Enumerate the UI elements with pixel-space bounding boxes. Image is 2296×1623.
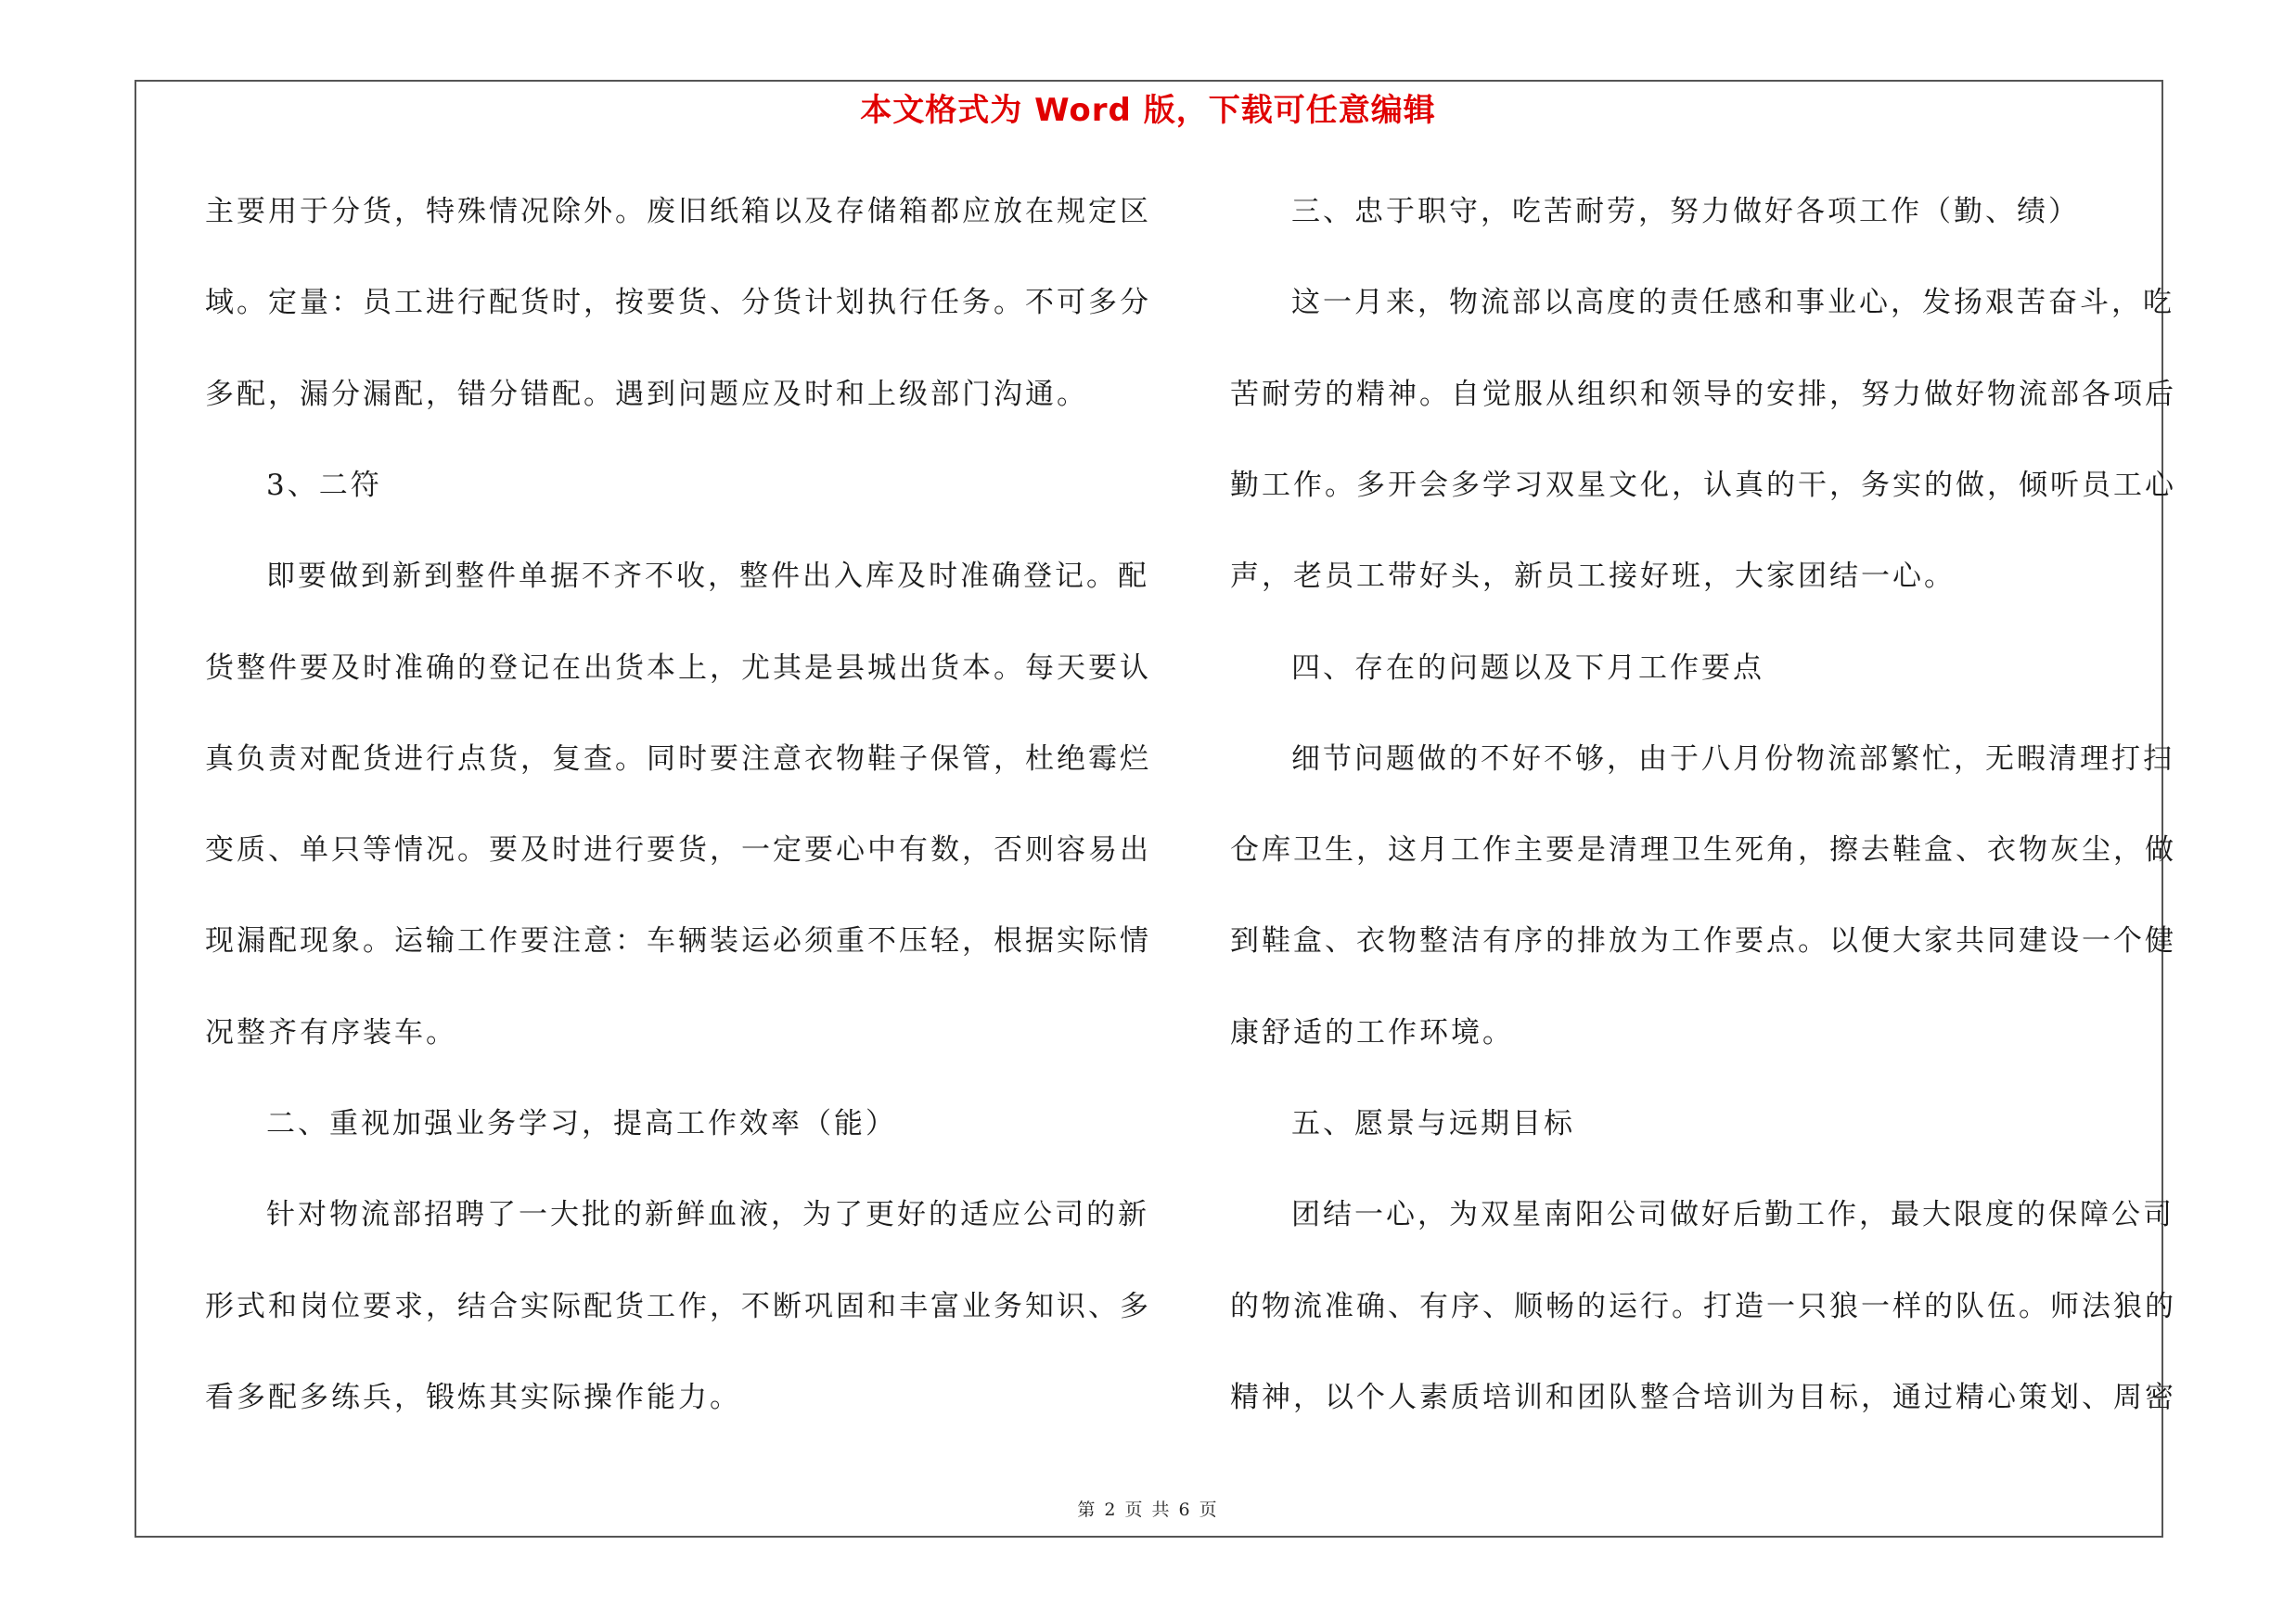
text-line: 二、重视加强业务学习，提高工作效率（能） bbox=[266, 1107, 897, 1140]
text-line: 到鞋盒、衣物整洁有序的排放为工作要点。以便大家共同建设一个健 bbox=[1230, 924, 2176, 959]
text-line: 声，老员工带好头，新员工接好班，大家团结一心。 bbox=[1230, 560, 1956, 594]
text-line: 真负责对配货进行点货，复查。同时要注意衣物鞋子保管，杜绝霉烂 bbox=[205, 741, 1151, 776]
text-line: 针对物流部招聘了一大批的新鲜血液，为了更好的适应公司的新 bbox=[266, 1198, 1149, 1232]
text-line: 看多配多练兵，锻炼其实际操作能力。 bbox=[205, 1380, 741, 1414]
page-number-footer: 第 2 页 共 6 页 bbox=[1077, 1500, 1219, 1520]
text-line: 即要做到新到整件单据不齐不收，整件出入库及时准确登记。配 bbox=[266, 560, 1149, 594]
text-line: 3、二符 bbox=[266, 468, 382, 502]
text-line: 的物流准确、有序、顺畅的运行。打造一只狼一样的队伍。师法狼的 bbox=[1230, 1289, 2176, 1323]
text-line: 五、愿景与远期目标 bbox=[1291, 1107, 1575, 1140]
text-line: 这一月来，物流部以高度的责任感和事业心，发扬艰苦奋斗，吃 bbox=[1291, 286, 2174, 320]
text-line: 仓库卫生，这月工作主要是清理卫生死角，擦去鞋盒、衣物灰尘，做 bbox=[1230, 833, 2176, 868]
text-line: 精神，以个人素质培训和团队整合培训为目标，通过精心策划、周密 bbox=[1230, 1380, 2176, 1414]
text-line: 主要用于分货，特殊情况除外。废旧纸箱以及存储箱都应放在规定区 bbox=[205, 195, 1151, 228]
format-banner: 本文格式为 Word 版，下载可任意编辑 bbox=[860, 92, 1436, 129]
text-line: 四、存在的问题以及下月工作要点 bbox=[1291, 650, 1764, 685]
text-line: 三、忠于职守，吃苦耐劳，努力做好各项工作（勤、绩） bbox=[1291, 195, 2080, 228]
text-line: 勤工作。多开会多学习双星文化，认真的干，务实的做，倾听员工心 bbox=[1230, 468, 2176, 502]
text-line: 况整齐有序装车。 bbox=[205, 1015, 457, 1050]
text-line: 现漏配现象。运输工作要注意：车辆装运必须重不压轻，根据实际情 bbox=[205, 924, 1151, 959]
text-line: 康舒适的工作环境。 bbox=[1230, 1015, 1514, 1050]
text-line: 变质、单只等情况。要及时进行要货，一定要心中有数，否则容易出 bbox=[205, 833, 1151, 868]
text-line: 细节问题做的不好不够，由于八月份物流部繁忙，无暇清理打扫 bbox=[1291, 741, 2174, 776]
text-line: 苦耐劳的精神。自觉服从组织和领导的安排，努力做好物流部各项后 bbox=[1230, 377, 2176, 411]
text-line: 域。定量：员工进行配货时，按要货、分货计划执行任务。不可多分 bbox=[205, 286, 1151, 320]
text-line: 团结一心，为双星南阳公司做好后勤工作，最大限度的保障公司 bbox=[1291, 1198, 2174, 1232]
text-line: 多配，漏分漏配，错分错配。遇到问题应及时和上级部门沟通。 bbox=[205, 377, 1088, 411]
text-line: 货整件要及时准确的登记在出货本上，尤其是县城出货本。每天要认 bbox=[205, 650, 1151, 685]
text-line: 形式和岗位要求，结合实际配货工作，不断巩固和丰富业务知识、多 bbox=[205, 1289, 1151, 1323]
